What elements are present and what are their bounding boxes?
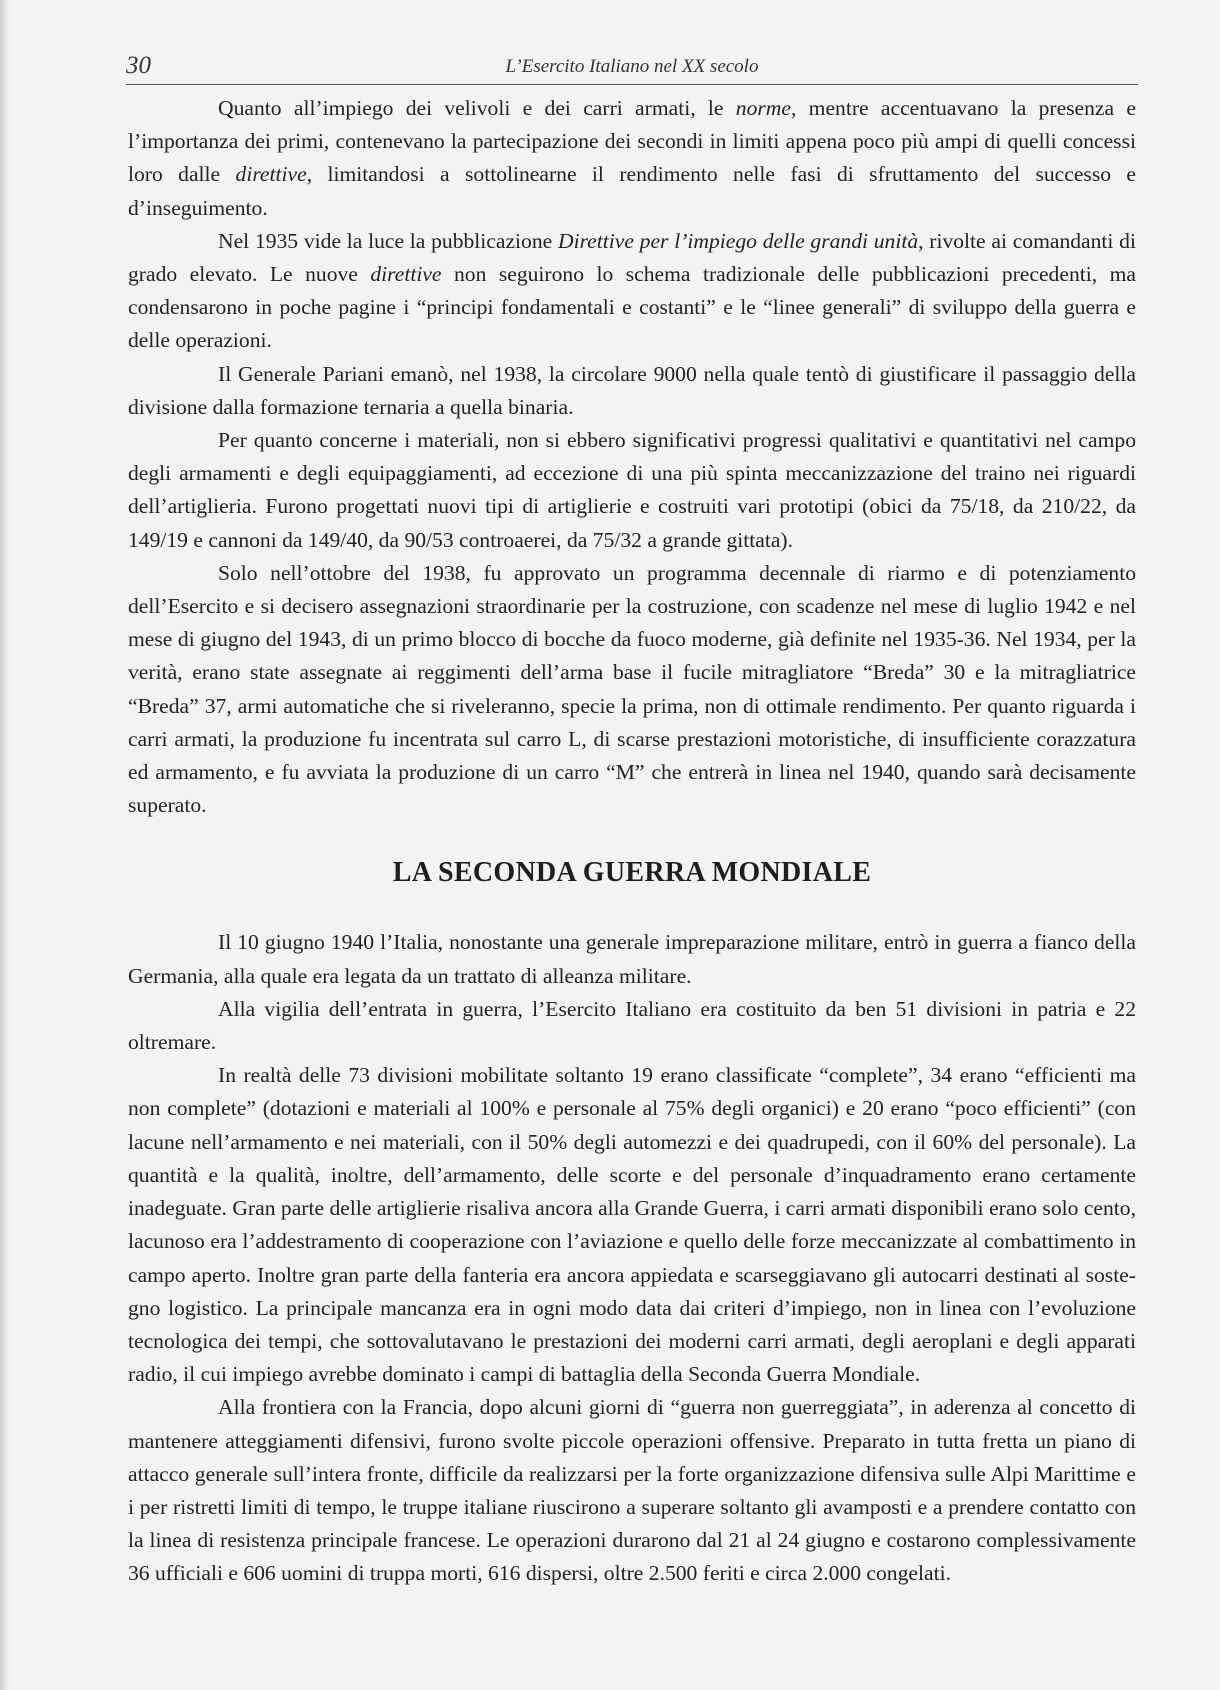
italic-term-direttive: direttive <box>235 162 307 187</box>
paragraph-4: Per quanto concerne i materiali, non si ebbero significativi progressi qualitativi e quantitativi nel campo degli armamenti e degli equipaggiamenti, ad eccezione di una più spinta meccanizzazione del traino nei riguardi dell’artiglieria. Furono progettati nuovi tipi di artiglierie e costruiti vari prototipi (obici da 75/18, da 210/22, da 149/19 e cannoni da 149/40, da 90/53 controaerei, da 75/32 a grande gittata). <box>128 428 1136 552</box>
italic-term-direttive: direttive <box>370 262 442 287</box>
paragraph-2: Nel 1935 vide la luce la pubblicazione Direttive per l’impiego delle grandi unità, rivolte ai comandanti di grado elevato. Le nuove direttive non seguirono lo schema tradizionale delle pubblicazioni precedenti, ma condensarono in poche pagine i “principi fondamentali e costanti” e le “linee generali” di sviluppo della guerra e delle operazioni. <box>128 228 1136 353</box>
running-title: L’Esercito Italiano nel XX secolo <box>505 56 759 77</box>
paragraph-5: Solo nell’ottobre del 1938, fu approvato un programma decennale di riarmo e di potenziamento dell’Esercito e si decisero assegnazioni straordinarie per la costruzione, con scadenze nel mese di luglio 1942 e nel mese di giugno del 1943, di un primo blocco di bocche da fuoco moderne, già definite nel 1935-36. Nel 1934, per la verità, erano state assegnate ai reggimenti dell’arma base il fucile mitragliatore “Breda” 30 e la mitragliatrice “Breda” 37, armi automatiche che si riveleranno, specie la prima, non di ottimale rendimento. Per quanto riguarda i carri armati, la produzione fu incentrata sul carro L, di scarse prestazioni motoristiche, di insufficiente corazzatura ed armamento, e fu avviata la produzione di un carro “M” che entrerà in linea nel 1940, quando sarà decisamente superato. <box>128 560 1136 818</box>
page-header <box>126 50 1138 85</box>
page-body <box>128 92 1136 1591</box>
paragraph-6: Il 10 giugno 1940 l’Italia, nonostante una generale impreparazione militare, entrò in guerra a fianco della Germania, alla quale era legata da un trattato di alleanza militare. <box>128 930 1136 988</box>
paragraph-3: Il Generale Pariani emanò, nel 1938, la circolare 9000 nella quale tentò di giustificare il passaggio della divisione dalla formazione ternaria a quella binaria. <box>128 361 1136 419</box>
section-heading: LA SECONDA GUERRA MONDIALE <box>392 857 872 889</box>
paragraph-9: Alla frontiera con la Francia, dopo alcuni giorni di “guerra non guerreggiata”, in aderenza al concetto di mantenere atteggiamenti difensivi, furono svolte piccole operazioni offensive. Preparato in tutta fretta un piano di attacco generale sull’intera fronte, difficile da realizzarsi per la forte organizzazione difensiva sulle Alpi Marittime e i per ristretti limiti di tempo, le truppe italiane riuscirono a superare soltanto gli avamposti e a prendere contatto con la linea di resistenza principale francese. Le operazioni durarono dal 21 al 24 giugno e costarono complessivamente 36 ufficiali e 606 uomini di truppa morti, 616 dispersi, oltre 2.500 feriti e circa 2.000 congelati. <box>128 1395 1136 1586</box>
page-binding-edge <box>0 0 12 1690</box>
italic-term-norme: norme <box>735 96 791 120</box>
paragraph-8: In realtà delle 73 divisioni mobilitate soltanto 19 erano classificate “complete”, 34 erano “efficienti ma non complete” (dotazioni e materiali al 100% e personale al 75% degli organici) e 20 erano “poco efficienti” (con lacune nell’armamento e nei materiali, con il 50% degli automezzi e dei quadrupedi, con il 60% del personale). La quantità e la qualità, inoltre, dell’armamento, delle scorte e del personale d’inquadramento erano certamente inadeguate. Gran parte delle artiglierie risaliva ancora alla Grande Guerra, i carri armati disponibili erano solo cento, lacunoso era l’addestramento di cooperazione con l’aviazione e quello delle forze meccanizzate al combattimento in campo aperto. Inoltre gran parte della fanteria era ancora appiedata e scarseggiavano gli autocarri destinati al sostegno logistico. La principale mancanza era in ogni modo data dai criteri d’impiego, non in linea con l’evoluzione tecnologica dei tempi, che sottovalutavano le prestazioni dei moderni carri armati, degli aeroplani e degli apparati radio, il cui impiego avrebbe dominato i campi di battaglia della Seconda Guerra Mondiale. <box>128 1063 1136 1387</box>
page-number: 30 <box>126 52 151 79</box>
paragraph-1: Quanto all’impiego dei velivoli e dei carri armati, le norme, mentre accentuavano la presenza e l’importanza dei primi, contenevano la partecipazione dei secondi in limiti appena poco più ampi di quelli concessi loro dalle direttive, limitandosi a sottolinearne il rendimento nelle fasi di sfruttamento del successo e d’inseguimento. <box>128 96 1136 220</box>
paragraph-7: Alla vigilia dell’entrata in guerra, l’Esercito Italiano era costituito da ben 51 divisioni in patria e 22 oltremare. <box>128 996 1136 1055</box>
italic-publication-title: Direttive per l’impiego delle grandi unità <box>557 228 919 253</box>
